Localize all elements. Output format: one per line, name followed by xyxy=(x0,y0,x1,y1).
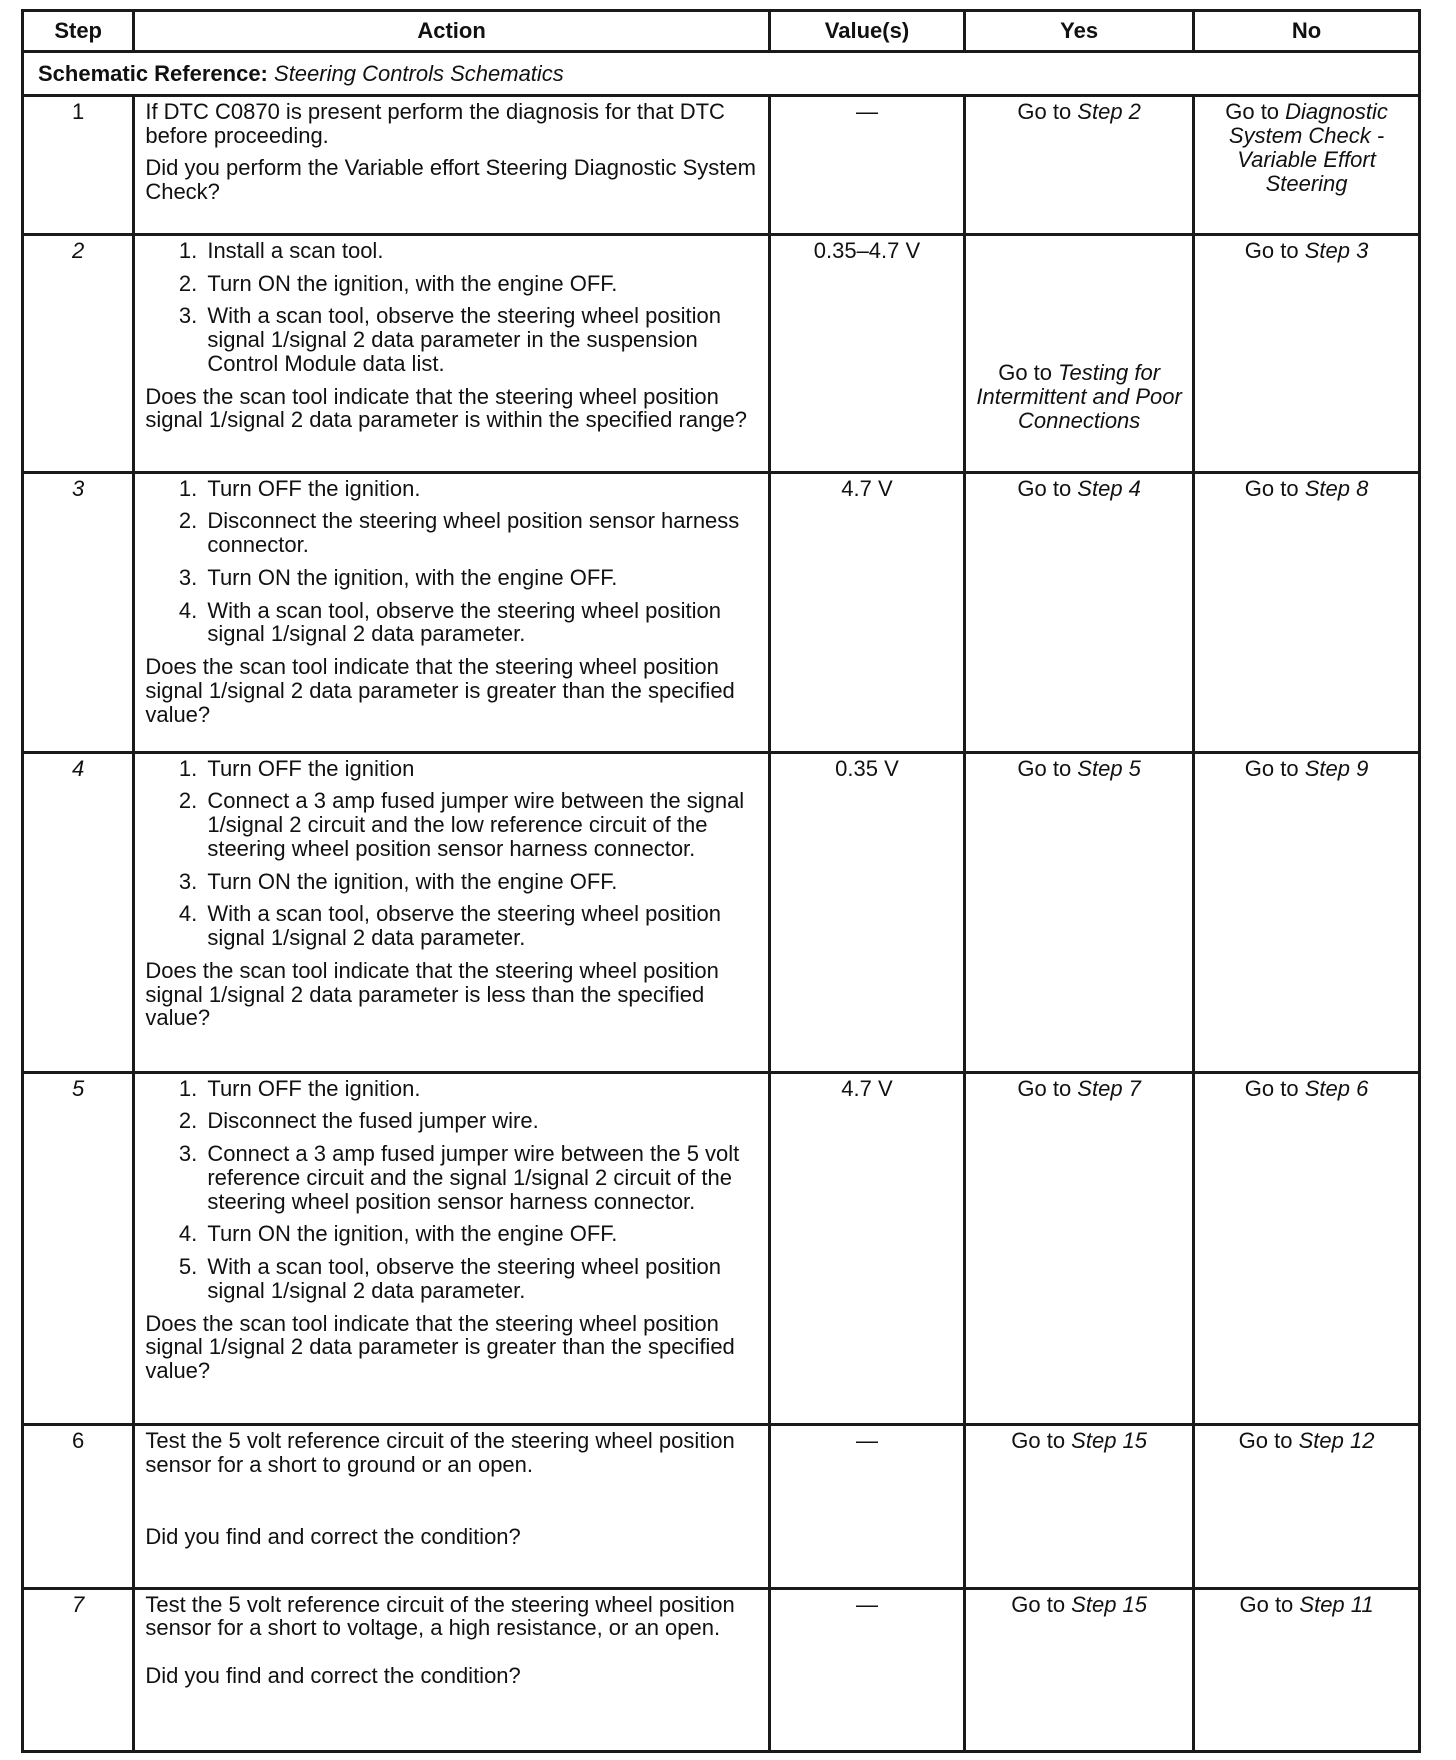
no-link[interactable]: Step 12 xyxy=(1298,1428,1375,1454)
step-number: 1 xyxy=(23,96,134,234)
value-cell: 4.7 V xyxy=(769,472,964,752)
header-action: Action xyxy=(134,11,769,52)
action-step-item: 4. With a scan tool, observe the steering wheel position signal 1/signal 2 data parameter. xyxy=(203,599,757,647)
action-question: Did you find and correct the condition? xyxy=(145,1663,521,1689)
action-question: Did you perform the Variable effort Steering Diagnostic System Check? xyxy=(145,154,756,204)
yes-prefix: Go to xyxy=(1011,1428,1072,1454)
no-prefix: Go to xyxy=(1244,755,1305,781)
no-cell xyxy=(1194,234,1420,472)
yes-link[interactable]: Step 5 xyxy=(1077,755,1141,781)
value-cell: — xyxy=(769,1588,964,1751)
schematic-reference xyxy=(23,52,1420,96)
action-steps xyxy=(145,757,757,950)
no-prefix: Go to xyxy=(1244,1075,1305,1101)
action-cell xyxy=(134,752,769,1072)
diagnostic-table xyxy=(21,9,1421,1753)
schematic-row xyxy=(23,52,1420,96)
no-link[interactable]: Step 11 xyxy=(1299,1591,1374,1617)
action-instruction: Test the 5 volt reference circuit of the steering wheel position sensor for a short to ground or an open. xyxy=(145,1428,735,1478)
action-instruction: Test the 5 volt reference circuit of the steering wheel position sensor for a short to voltage, a high resistance, or an open. xyxy=(145,1591,735,1641)
yes-cell xyxy=(965,472,1194,752)
value-cell: 4.7 V xyxy=(769,1072,964,1425)
step-number: 3 xyxy=(23,472,134,752)
table-row xyxy=(23,96,1420,234)
no-link[interactable]: Step 8 xyxy=(1304,475,1369,501)
yes-link[interactable]: Step 15 xyxy=(1071,1428,1148,1454)
yes-cell xyxy=(965,234,1194,472)
action-steps xyxy=(145,239,757,376)
no-link[interactable]: Diagnostic System Check - Variable Effort Steering xyxy=(1228,99,1388,196)
action-step-item: 1. Install a scan tool. xyxy=(203,239,757,263)
action-step-item: 3. With a scan tool, observe the steering wheel position signal 1/signal 2 data parameter in the suspension Control Module data list. xyxy=(203,304,757,375)
yes-link[interactable]: Step 2 xyxy=(1077,99,1141,125)
header-no: No xyxy=(1194,11,1420,52)
no-cell xyxy=(1194,1425,1420,1588)
action-question: Does the scan tool indicate that the steering wheel position signal 1/signal 2 data parameter is within the specified range? xyxy=(145,383,748,433)
header-yes: Yes xyxy=(965,11,1194,52)
action-cell xyxy=(134,1425,769,1588)
action-step-item: 3. Turn ON the ignition, with the engine OFF. xyxy=(203,870,757,894)
no-prefix: Go to xyxy=(1244,237,1305,263)
table-row xyxy=(23,1588,1420,1751)
yes-link[interactable]: Step 15 xyxy=(1071,1591,1148,1617)
header-step: Step xyxy=(23,11,134,52)
action-question: Does the scan tool indicate that the steering wheel position signal 1/signal 2 data parameter is less than the specified value? xyxy=(145,957,719,1031)
no-link[interactable]: Step 3 xyxy=(1304,237,1369,263)
action-step-item: 2. Turn ON the ignition, with the engine OFF. xyxy=(203,272,757,296)
value-cell: 0.35–4.7 V xyxy=(769,234,964,472)
action-step-item: 5. With a scan tool, observe the steering wheel position signal 1/signal 2 data parameter. xyxy=(203,1255,757,1303)
step-number: 7 xyxy=(23,1588,134,1751)
action-step-item: 1. Turn OFF the ignition xyxy=(203,757,757,781)
table-row xyxy=(23,472,1420,752)
action-cell xyxy=(134,96,769,234)
yes-cell xyxy=(965,1072,1194,1425)
action-step-item: 3. Turn ON the ignition, with the engine OFF. xyxy=(203,566,757,590)
action-step-item: 3. Connect a 3 amp fused jumper wire between the 5 volt reference circuit and the signal 1/signal 2 circuit of the steering wheel position sensor harness connector. xyxy=(203,1142,757,1213)
action-question: Did you find and correct the condition? xyxy=(145,1523,521,1549)
step-number: 5 xyxy=(23,1072,134,1425)
yes-prefix: Go to xyxy=(1017,1075,1078,1101)
yes-link[interactable]: Step 7 xyxy=(1077,1075,1141,1101)
table-row xyxy=(23,752,1420,1072)
action-step-item: 1. Turn OFF the ignition. xyxy=(203,477,757,501)
no-cell xyxy=(1194,96,1420,234)
no-prefix: Go to xyxy=(1238,1428,1299,1454)
value-cell: 0.35 V xyxy=(769,752,964,1072)
header-values: Value(s) xyxy=(769,11,964,52)
action-step-item: 4. Turn ON the ignition, with the engine OFF. xyxy=(203,1222,757,1246)
no-prefix: Go to xyxy=(1239,1591,1300,1617)
no-prefix: Go to xyxy=(1244,475,1305,501)
action-step-item: 4. With a scan tool, observe the steering wheel position signal 1/signal 2 data parameter. xyxy=(203,902,757,950)
action-cell xyxy=(134,234,769,472)
table-row xyxy=(23,1425,1420,1588)
schematic-link[interactable]: Steering Controls Schematics xyxy=(274,60,564,86)
yes-cell xyxy=(965,1588,1194,1751)
yes-cell xyxy=(965,96,1194,234)
action-step-item: 2. Disconnect the steering wheel position sensor harness connector. xyxy=(203,509,757,557)
no-cell xyxy=(1194,472,1420,752)
step-number: 6 xyxy=(23,1425,134,1588)
no-cell xyxy=(1194,1588,1420,1751)
action-steps xyxy=(145,477,757,647)
no-prefix: Go to xyxy=(1225,99,1286,125)
yes-prefix: Go to xyxy=(998,360,1059,386)
no-cell xyxy=(1194,1072,1420,1425)
header-row xyxy=(23,11,1420,52)
yes-prefix: Go to xyxy=(1011,1591,1072,1617)
action-cell xyxy=(134,472,769,752)
step-number: 2 xyxy=(23,234,134,472)
yes-link[interactable]: Testing for Intermittent and Poor Connections xyxy=(976,360,1182,433)
no-link[interactable]: Step 6 xyxy=(1304,1075,1369,1101)
action-step-item: 2. Disconnect the fused jumper wire. xyxy=(203,1109,757,1133)
action-step-item: 2. Connect a 3 amp fused jumper wire between the signal 1/signal 2 circuit and the low reference circuit of the steering wheel position sensor harness connector. xyxy=(203,789,757,860)
action-instruction: If DTC C0870 is present perform the diagnosis for that DTC before proceeding. xyxy=(145,99,725,149)
no-link[interactable]: Step 9 xyxy=(1304,755,1369,781)
yes-cell xyxy=(965,1425,1194,1588)
yes-prefix: Go to xyxy=(1017,755,1078,781)
step-number: 4 xyxy=(23,752,134,1072)
value-cell: — xyxy=(769,1425,964,1588)
yes-cell xyxy=(965,752,1194,1072)
action-step-item: 1. Turn OFF the ignition. xyxy=(203,1077,757,1101)
no-cell xyxy=(1194,752,1420,1072)
action-cell xyxy=(134,1072,769,1425)
action-steps xyxy=(145,1077,757,1303)
table-row xyxy=(23,234,1420,472)
yes-prefix: Go to xyxy=(1017,99,1078,125)
action-question: Does the scan tool indicate that the steering wheel position signal 1/signal 2 data parameter is greater than the specified value? xyxy=(145,654,735,727)
action-cell xyxy=(134,1588,769,1751)
value-cell: — xyxy=(769,96,964,234)
yes-link[interactable]: Step 4 xyxy=(1077,475,1141,501)
schematic-label: Schematic Reference: xyxy=(38,60,268,86)
action-question: Does the scan tool indicate that the steering wheel position signal 1/signal 2 data parameter is greater than the specified value? xyxy=(145,1310,735,1384)
yes-prefix: Go to xyxy=(1017,475,1078,501)
table-row xyxy=(23,1072,1420,1425)
